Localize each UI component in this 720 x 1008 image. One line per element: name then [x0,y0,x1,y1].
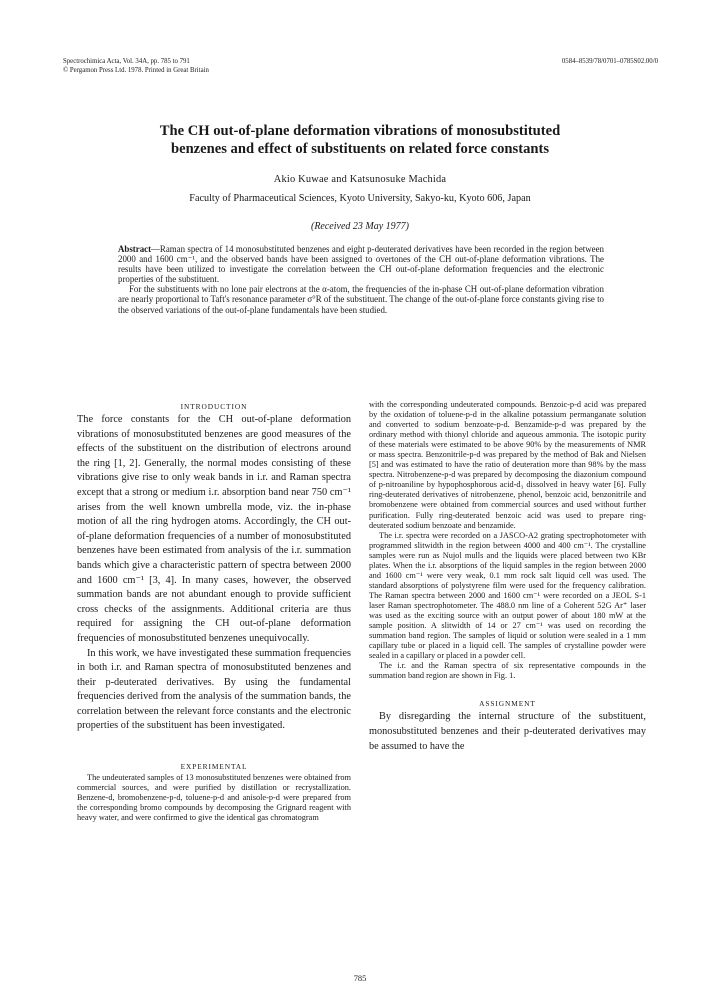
introduction-heading: INTRODUCTION [180,402,248,411]
abstract-paragraph-2: For the substituents with no lone pair electrons at the α-atom, the frequencies of the in-phase CH out-of-plane deformation vibration are nearly proportional to Taft's resonance parameter σ°R of the substituent. The change of the out-of-plane force constants giving rise to the observed variations of the out-of-plane fundamentals have been studied. [118,284,604,315]
journal-line-1: Spectrochimica Acta, Vol. 34A, pp. 785 to 791 [63,58,190,65]
experimental-paragraph-4: The i.r. and the Raman spectra of six representative compounds in the summation band region are shown in Fig. 1. [369,661,646,681]
journal-line-2: © Pergamon Press Ltd. 1978. Printed in Great Britain [63,66,209,74]
title-line-2: benzenes and effect of substituents on related force constants [170,141,550,157]
received-date: (Received 23 May 1977) [310,221,409,232]
authors: Akio Kuwae and Katsunosuke Machida [273,174,447,185]
paper-title [60,122,660,158]
page-number: 785 [353,974,367,983]
assignment-heading: ASSIGNMENT [479,699,536,709]
experimental-paragraph-1: The undeuterated samples of 13 monosubstituted benzenes were obtained from commercial sources, and were purified by distillation or recrystallization. Benzene-d, bromobenzene-p-d, toluene-p-d and anisole-p-d were prepared from the corresponding bromo compounds by decomposing the Grignard reagent with heavy water, and were confirmed to give the identical gas chromatogram [77,773,351,823]
affiliation: Faculty of Pharmaceutical Sciences, Kyoto University, Sakyo-ku, Kyoto 606, Japan [189,193,531,204]
abstract-label: Abstract [118,244,152,254]
experimental-paragraph-3: The i.r. spectra were recorded on a JASCO-A2 grating spectrophotometer with programmed slitwidth in the region between 4000 and 400 cm⁻¹. The crystalline samples were run as Nujol mulls and the liquids were placed between two KBr plates. When the i.r. absorptions of the liquid samples in the region between 2000 and 1600 cm⁻¹ were very weak, 0.1 mm rock salt liquid cell was used. The standard absorptions of polystyrene film were used for the frequency calibration. The Raman spectra between 2000 and 1600 cm⁻¹ were recorded on a JEOL S-1 laser Raman spectrophotometer. The 488.0 nm line of a Coherent 52G Ar⁺ laser was used as the exciting source with an output power of about 180 mW at the sample position. A slitwidth of 14 or 27 cm⁻¹ was used on recording the summation band region. The samples of liquid or solution were sealed in a 1 mm capillary tube or placed in a liquid cell. The samples of crystalline powder were sealed in a capillary or placed in a powder cell. [369,530,646,661]
journal-citation [63,58,209,75]
abstract [118,244,604,315]
right-column [369,400,646,754]
abstract-paragraph-1 [118,244,604,284]
title-line-1: The CH out-of-plane deformation vibrations of monosubstituted [159,123,561,139]
introduction-paragraph-2: In this work, we have investigated these summation frequencies in both i.r. and Raman spectra of monosubstituted benzenes and their p-deuterated derivatives. By using the fundamental frequencies derived from the analysis of the summation bands, the correlation between the relevant force constants and the electronic properties of the substituent has been investigated. [77,647,351,732]
assignment-paragraph-1: By disregarding the internal structure of the substituent, monosubstituted benzenes and their p-deuterated derivatives may be assumed to have the [369,711,646,752]
article-code: 0584–8539/78/0701–0785S02.00/0 [561,58,658,65]
experimental-paragraph-2: with the corresponding undeuterated compounds. Benzoic-p-d acid was prepared by the oxidation of toluene-p-d in the alkaline potassium permanganate solution and converted to sodium benzoate-p-d. Benzamide-p-d was prepared by the ordinary method with thionyl chloride and aqueous ammonia. The isotopic purity of these materials were estimated to be above 90% by the measurements of NMR or mass spectra. Benzonitrile-p-d was prepared by the method of Bak and Nielsen [5] and was estimated to have the ratio of deuteration more than 98% by the mass spectra. Nitrobenzene-p-d was prepared by decomposing the diazonium compound of p-nitroaniline by hypophosphorous acid-d₃ dissolved in heavy water [6]. Fully ring-deuterated derivatives of nitrobenzene, phenol, benzoic acid, benzonitrile and bromobenzene were obtained from commercial sources and used without further purification. Fully ring-deuterated benzoic acid was used to prepare ring-deuterated sodium benzoate and benzamide. [369,400,646,530]
experimental-heading: EXPERIMENTAL [180,762,248,772]
left-column [77,400,351,823]
introduction-paragraph-1: The force constants for the CH out-of-plane deformation vibrations of monosubstituted benzenes are good measures of the effects of the substituent on the distribution of electrons around the ring [1, 2]. Generally, the normal modes consisting of these vibrations give rise to only weak bands in i.r. and Raman spectra except that a strong or medium i.r. absorption band near 750 cm⁻¹ arises from the well known umbrella mode, viz. the in-phase motion of all the ring hydrogen atoms. Accordingly, the CH out-of-plane deformation frequencies of a number of monosubstituted benzenes have been estimated from analysis of the i.r. summation bands which give a characteristic pattern of spectra between 2000 and 1600 cm⁻¹ [3, 4]. In many cases, however, the observed summation bands are not abundant enough to provide sufficient cross checks of the assignments. Additional criteria are thus required for assigning the CH out-of-plane deformation frequencies of monosubstituted benzenes unequivocally. [77,414,351,644]
abstract-text-1: —Raman spectra of 14 monosubstituted benzenes and eight p-deuterated derivatives have been recorded in the region between 2000 and 1600 cm⁻¹, and the observed bands have been assigned to overtones of the CH out-of-plane deformation vibrations. The results have been utilized to investigate the correlation between the CH out-of-plane deformation frequencies and the electronic properties of the substituent. [118,244,604,285]
